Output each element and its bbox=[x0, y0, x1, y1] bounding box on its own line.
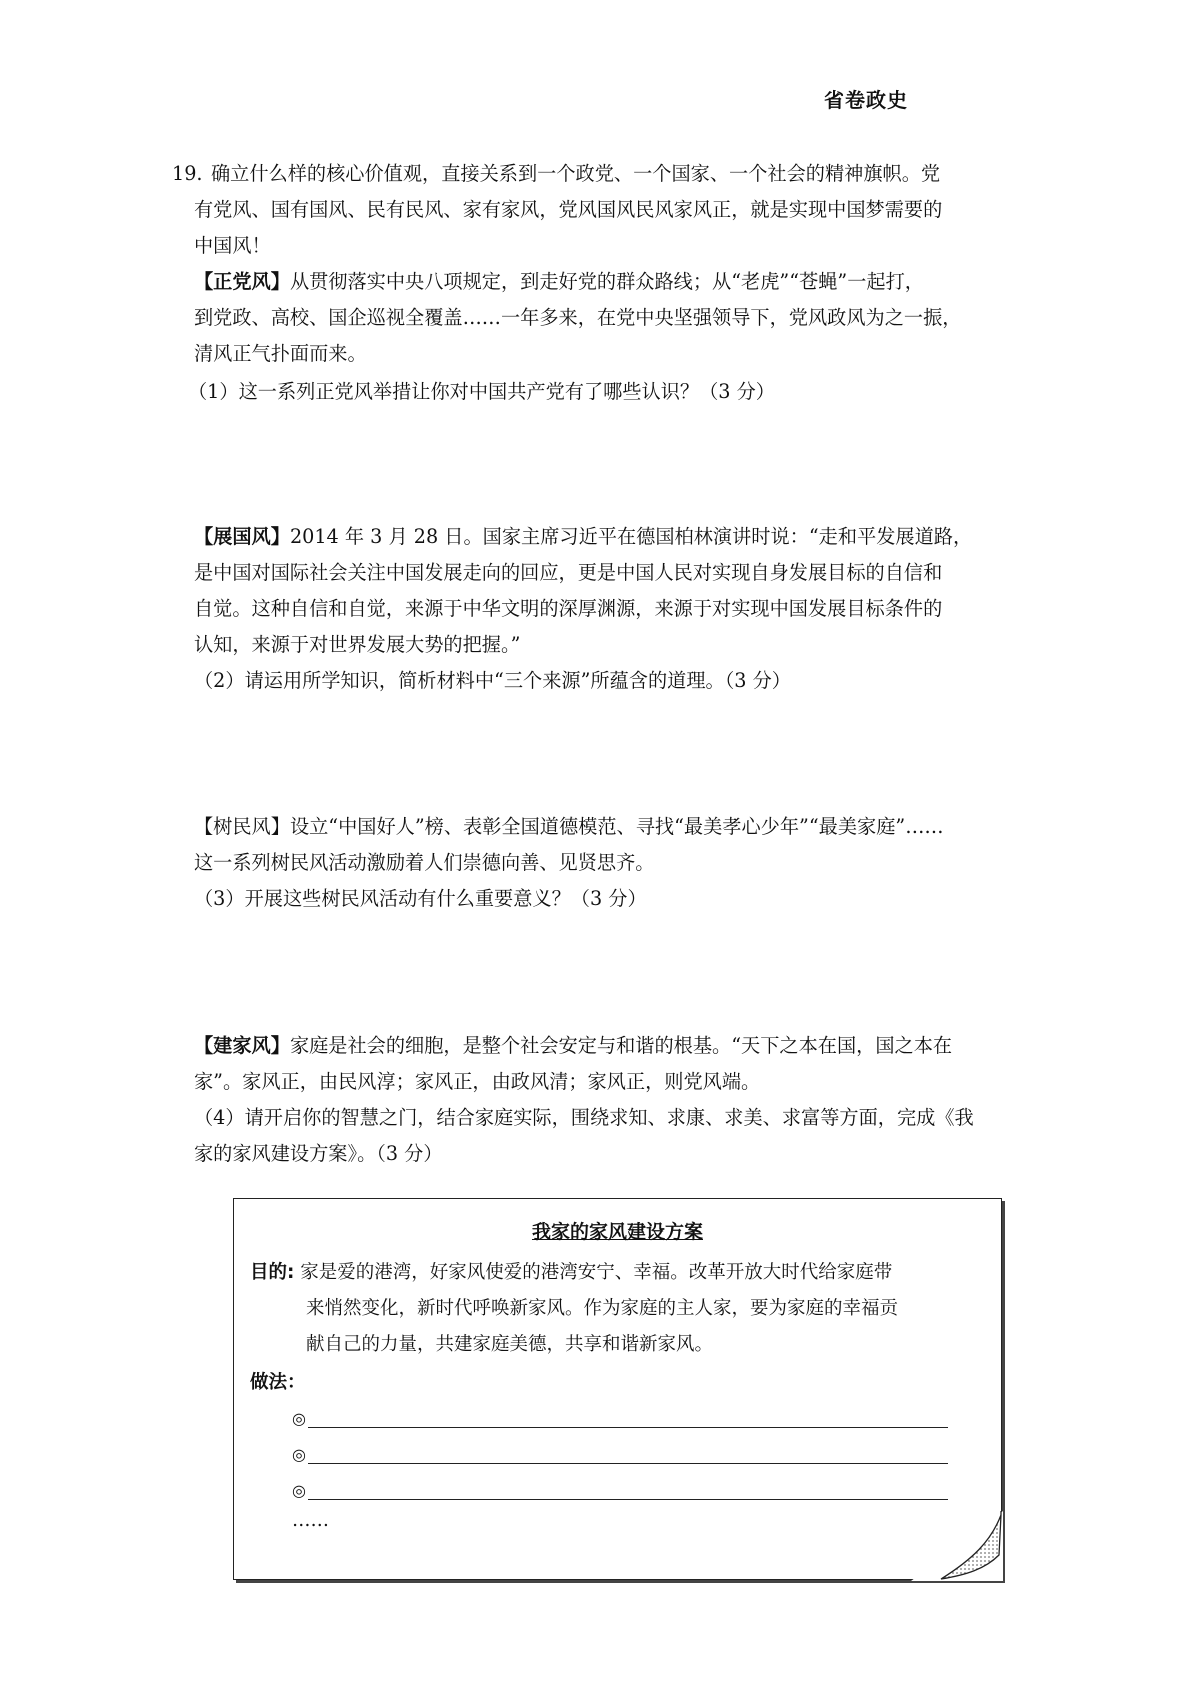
intro-line-1: 确立什么样的核心价值观，直接关系到一个政党、一个国家、一个社会的精神旗帜。党 bbox=[211, 162, 941, 185]
section4-line-1 bbox=[194, 1028, 952, 1064]
section1-text-1: 从贯彻落实中央八项规定，到走好党的群众路线；从“老虎”“苍蝇”一起打， bbox=[289, 270, 924, 293]
page-header: 省卷政史 bbox=[824, 88, 908, 112]
method-item-1 bbox=[292, 1405, 948, 1428]
section3-line-2: 这一系列树民风活动激励着人们崇德向善、见贤思齐。 bbox=[194, 851, 655, 874]
section2-line-3: 自觉。这种自信和自觉，来源于中华文明的深厚渊源，来源于对实现中国发展目标条件的 bbox=[194, 597, 943, 620]
section2-line-4: 认知，来源于对世界发展大势的把握。” bbox=[194, 633, 521, 656]
section3-line-1 bbox=[194, 809, 944, 845]
answer-blank-1[interactable] bbox=[308, 1405, 948, 1428]
bullet-icon: ◎ bbox=[292, 1445, 306, 1464]
plan-title: 我家的家风建设方案 bbox=[531, 1221, 703, 1243]
answer-blank-2[interactable] bbox=[308, 1441, 948, 1464]
method-label: 做法： bbox=[250, 1372, 306, 1393]
section2-line-2: 是中国对国际社会关注中国发展走向的回应，更是中国人民对实现自身发展目标的自信和 bbox=[194, 561, 943, 584]
question-number: 19. bbox=[172, 162, 203, 185]
section1-line-3: 清风正气扑面而来。 bbox=[194, 342, 367, 365]
method-item-2 bbox=[292, 1441, 948, 1464]
section3-prompt: （3）开展这些树民风活动有什么重要意义？（3 分） bbox=[194, 887, 647, 910]
purpose-line-2: 来悄然变化，新时代呼唤新家风。作为家庭的主人家，要为家庭的幸福贡 bbox=[306, 1298, 899, 1319]
section1-tag: 【正党风】 bbox=[194, 270, 290, 293]
purpose-text-1: 家是爱的港湾，好家风使爱的港湾安宁、幸福。改革开放大时代给家庭带 bbox=[300, 1262, 893, 1283]
section2-prompt: （2）请运用所学知识，简析材料中“三个来源”所蕴含的道理。（3 分） bbox=[194, 669, 791, 692]
section4-prompt-2: 家的家风建设方案》。（3 分） bbox=[194, 1142, 443, 1165]
section1-line-2: 到党政、高校、国企巡视全覆盖……一年多来，在党中央坚强领导下，党风政风为之一振， bbox=[194, 306, 962, 329]
intro-line-2: 有党风、国有国风、民有民风、家有家风，党风国风民风家风正，就是实现中国梦需要的 bbox=[194, 198, 943, 221]
purpose-line-3: 献自己的力量，共建家庭美德，共享和谐新家风。 bbox=[306, 1334, 714, 1355]
method-ellipsis: …… bbox=[292, 1510, 329, 1531]
section4-text-1: 家庭是社会的细胞，是整个社会安定与和谐的根基。“天下之本在国，国之本在 bbox=[289, 1034, 953, 1057]
answer-blank-3[interactable] bbox=[308, 1477, 948, 1500]
intro-line-3: 中国风！ bbox=[194, 234, 271, 257]
section4-prompt-1: （4）请开启你的智慧之门，结合家庭实际，围绕求知、求康、求美、求富等方面，完成《我 bbox=[194, 1106, 974, 1129]
page-curl-icon bbox=[911, 1511, 1003, 1581]
section1-line-1 bbox=[194, 264, 924, 300]
bullet-icon: ◎ bbox=[292, 1409, 306, 1428]
bullet-icon: ◎ bbox=[292, 1481, 306, 1500]
section4-line-2: 家”。家风正，由民风淳；家风正，由政风清；家风正，则党风端。 bbox=[194, 1070, 761, 1093]
section2-tag: 【展国风】 bbox=[194, 525, 290, 548]
section2-line-1 bbox=[194, 519, 972, 555]
method-item-3 bbox=[292, 1477, 948, 1500]
purpose-label: 目的: bbox=[250, 1262, 295, 1283]
section4-tag: 【建家风】 bbox=[194, 1034, 290, 1057]
section1-prompt: （1）这一系列正党风举措让你对中国共产党有了哪些认识？（3 分） bbox=[188, 380, 775, 403]
family-plan-box bbox=[233, 1198, 1002, 1580]
section3-tag: 【树民风】 bbox=[194, 815, 290, 838]
purpose-line-1 bbox=[250, 1255, 892, 1291]
section2-text-1: 2014 年 3 月 28 日。国家主席习近平在德国柏林演讲时说：“走和平发展道路， bbox=[289, 525, 973, 548]
section3-text-1: 设立“中国好人”榜、表彰全国道德模范、寻找“最美孝心少年”“最美家庭”…… bbox=[289, 815, 944, 838]
